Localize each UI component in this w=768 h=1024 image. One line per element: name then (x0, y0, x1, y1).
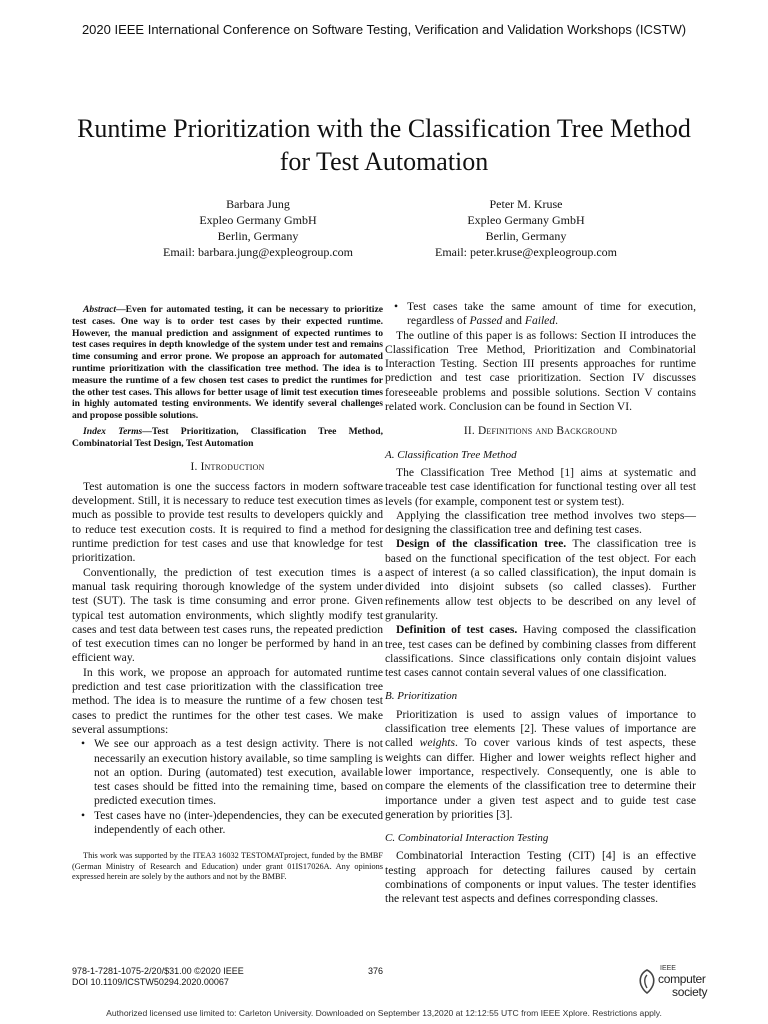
ctm-paragraph-1: The Classification Tree Method [1] aims at systematic and traceable test case identification for functional testing over all test levels (for example, component test or system test). (385, 465, 696, 508)
footnote: This work was supported by the ITEA3 16032 TESTOMATproject, funded by the BMBF (German Ministry of Research and Education) under grant 01IS17026A. Any opinions expressed herein are solely by the authors and not by the BMBF. (72, 851, 383, 881)
paragraph-text: . To cover various kinds of test aspects, these weights can differ. Higher and lower weights reflect higher and lower importance, respectively. Consequently, one is able to compare the elements of the classification tree to determine their importance under a given test aspect and to guide test case generation by priorities [3]. (385, 736, 697, 821)
cit-paragraph: Combinatorial Interaction Testing (CIT) [4] is an effective testing approach for detecting failures caused by certain combinations of components or input values. The tester identifies the relevant test aspects and defines corresponding classes. (385, 849, 696, 906)
author-email: Email: barbara.jung@expleogroup.com (163, 245, 353, 259)
author-block-2 (376, 196, 676, 260)
isbn-line: 978-1-7281-1075-2/20/$31.00 ©2020 IEEE (72, 966, 244, 976)
doi-line: DOI 10.1109/ICSTW50294.2020.00067 (72, 977, 229, 987)
paragraph-lead: Design of the classification tree. (396, 537, 567, 551)
subsection-heading-cit: C. Combinatorial Interaction Testing (385, 832, 549, 845)
section-heading-definitions (385, 424, 696, 438)
author-block-1 (108, 196, 408, 260)
paragraph-text: Prioritization is used to assign values of importance to classification tree elements [2]. These values of importance are called (385, 707, 696, 750)
list-item-text: Test cases have no (inter-)dependencies, they can be executed independently of each other. (94, 808, 383, 836)
emphasis-failed: Failed (524, 314, 556, 328)
paragraph-text: The classification tree is based on the functional specification of the test object. For each aspect of interest (a so called classification), the input domain is divided into disjoint subsets (so called classes). Further refinements allow test objects to be described on any level of granularity. (385, 537, 697, 622)
author-email: Email: peter.kruse@expleogroup.com (435, 245, 617, 259)
ctm-paragraph-3 (385, 537, 696, 623)
section-title: Introduction (200, 460, 265, 473)
footer-metadata (72, 966, 244, 988)
paragraph-text: Having composed the classification tree, test cases can be defined by combining classes from different classifications. Since classifications only contain disjoint values test cases cannot contain several values of one classification. (385, 623, 696, 680)
abstract-text: —Even for automated testing, it can be necessary to prioritize test cases. One way is to order test cases by their expected runtime. However, the manual prediction and assignment of expected runtimes to test cases requires in depth knowledge of the system under test and remains time consuming and error prone. We propose an approach for automated runtime prioritization with the classification tree method. The idea is to measure the runtime of a few chosen test cases to predict the runtimes for the other test cases. This allows for better usage of limit test execution times in highly automated testing environments. We identify several challenges and propose possible solutions. (72, 304, 383, 422)
paragraph-lead: Definition of test cases. (396, 623, 518, 637)
logo-text-ieee: IEEE (660, 965, 676, 972)
abstract (72, 304, 383, 422)
list-item-text: Test cases take the same amount of time for execution, regardless of (407, 300, 696, 328)
intro-paragraph-3: In this work, we propose an approach for automated runtime prediction and test case prioritization with the classification tree method. The idea is to measure the runtime of a few chosen test cases to predict the runtimes for the other test cases. We make several assumptions: (72, 665, 383, 736)
author-name: Barbara Jung (226, 197, 290, 211)
author-affiliation: Expleo Germany GmbH (467, 213, 585, 227)
ctm-paragraph-4 (385, 623, 696, 680)
list-item (81, 808, 383, 838)
ieee-computer-society-logo-icon (636, 965, 716, 1001)
right-column (385, 300, 696, 907)
list-item (81, 737, 383, 808)
logo-mark-icon (636, 969, 658, 995)
index-terms (72, 426, 383, 450)
emphasis-passed: Passed (469, 314, 503, 328)
paper-title: Runtime Prioritization with the Classification Tree Method for Test Automation (77, 114, 691, 176)
section-heading-introduction (72, 460, 383, 474)
section-number: I. (190, 460, 198, 473)
emphasis-weights: weights (419, 736, 456, 750)
author-location: Berlin, Germany (217, 229, 299, 243)
authorized-use-notice: Authorized licensed use limited to: Carleton University. Downloaded on September 13,2020 at 12:12:55 UTC from IEEE Xplore. Restrictions apply. (106, 1008, 662, 1018)
list-item-text: and (502, 314, 525, 328)
logo-text-computer: computer (658, 972, 706, 986)
bullet-icon: • (394, 300, 399, 313)
section-title: Definitions and Background (477, 425, 618, 438)
ctm-paragraph-2: Applying the classification tree method involves two steps—designing the classification tree and defining test cases. (385, 508, 696, 537)
outline-paragraph: The outline of this paper is as follows: Section II introduces the Classification Tree Method, Prioritization and Combinatorial Interaction Testing. Section III presents approaches for runtime prediction and test case prioritization. Section IV discusses foreseeable problems and possible solutions. Section V contains related work. Conclusion can be found in Section VI. (385, 328, 696, 414)
bullet-icon: • (81, 737, 86, 751)
list-item-text: . (555, 314, 559, 328)
list-item (394, 300, 696, 329)
intro-paragraph-2: Conventionally, the prediction of test execution times is a manual task requiring thorough knowledge of the system under test (SUT). The task is time consuming and error prone. Given typical test automation environments, which slightly modify test cases and test data between test cases runs, the repeated prediction of test execution times can no longer be performed by hand in an efficient way. (72, 565, 383, 665)
intro-paragraph-1: Test automation is one the success factors in modern software development. Still, it is necessary to reduce test execution times as much as possible to provide test results to developers quickly and to reduce test execution costs. It is required to find a method for runtime prediction for test cases and use that knowledge for test prioritization. (72, 479, 383, 565)
assumptions-list-continued (385, 300, 696, 329)
index-terms-label: Index Terms (83, 425, 143, 437)
bullet-icon: • (81, 808, 86, 822)
list-item-text: We see our approach as a test design activity. There is not necessarily an execution history available, so time sampling is not an option. During (automated) test execution, available test cases should be fitted into the remaining time, based on predicted execution times. (94, 737, 383, 808)
logo-text-society: society (672, 985, 708, 999)
abstract-label: Abstract (83, 304, 117, 315)
assumptions-list (72, 737, 383, 837)
page-number: 376 (368, 966, 384, 976)
author-location: Berlin, Germany (485, 229, 567, 243)
prioritization-paragraph (385, 708, 696, 822)
index-terms-text: —Test Prioritization, Classification Tree Method, Combinatorial Test Design, Test Automation (72, 425, 383, 449)
subsection-heading-prioritization: B. Prioritization (385, 690, 458, 703)
section-number: II. (463, 425, 475, 438)
subsection-heading-ctm: A. Classification Tree Method (385, 448, 517, 461)
left-column (72, 300, 383, 890)
author-affiliation: Expleo Germany GmbH (199, 213, 317, 227)
author-name: Peter M. Kruse (489, 197, 563, 211)
conference-header: 2020 IEEE International Conference on Software Testing, Verification and Validation Workshops (ICSTW) (81, 22, 687, 37)
